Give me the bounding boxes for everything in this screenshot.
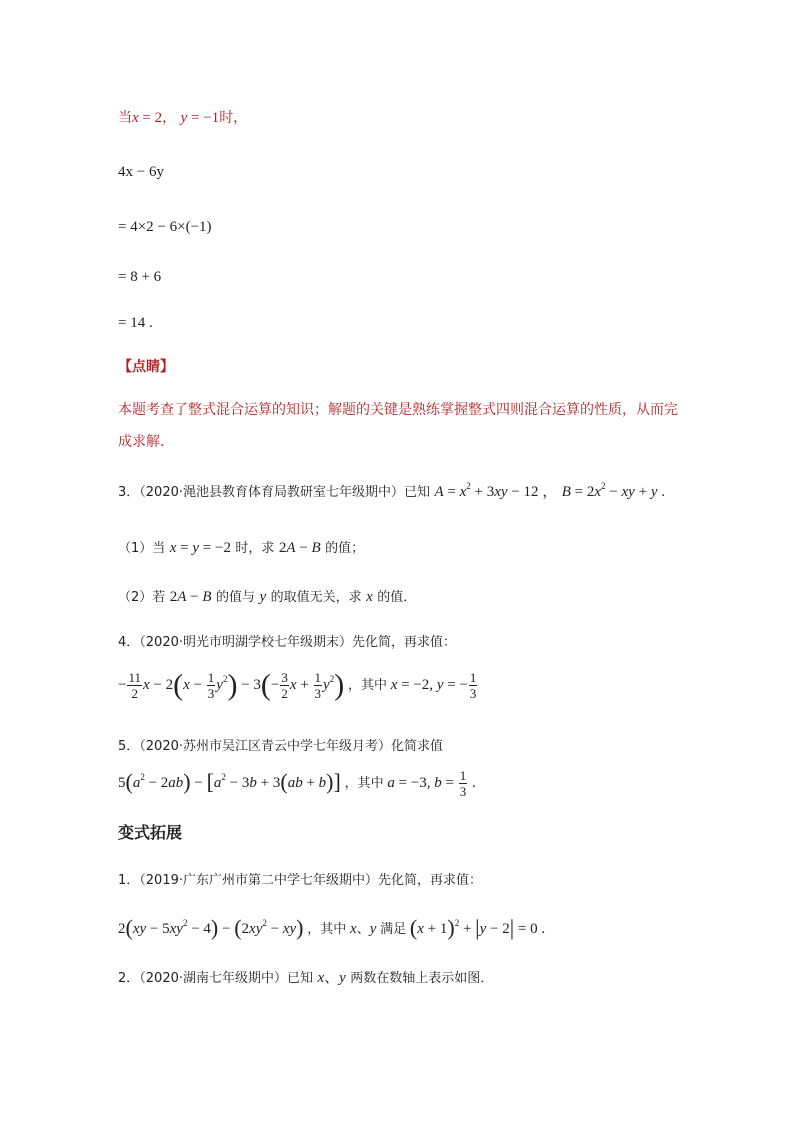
question-5-expression: $5(a^2 - 2ab) - [a^2 - 3b + 3(ab + b)]$ ，其中 a = −3, b = $\frac{1}{3}$ .	[118, 768, 476, 800]
question-3-text: 3．（2020·渑池县教育体育局教研室七年级期中）已知	[118, 485, 430, 500]
fraction: $\frac{1}{3}$	[314, 670, 322, 702]
text: ，其中	[344, 776, 384, 791]
question-4	[118, 632, 456, 653]
dianjing-text-line-1: 本题考查了整式混合运算的知识；解题的关键是熟练掌握整式四则混合运算的性质，从而完	[118, 402, 678, 418]
fraction: $\frac{11}{2}$	[128, 670, 141, 702]
math-condition: x = −2, y = − $\frac{1}{3}$	[390, 670, 477, 702]
text: 、	[356, 922, 370, 937]
text: （1）当	[118, 541, 166, 556]
solution-step-2: = 4×2 − 6×(−1)	[118, 219, 212, 235]
math-x-eq-y-eq-neg2: x = y = −2	[169, 540, 231, 556]
math-x-eq-2: x = 2	[132, 110, 163, 126]
text: 两数在数轴上表示如图．	[350, 971, 494, 986]
solution-step-4: = 14 .	[118, 315, 153, 331]
fraction: $\frac{1}{3}$	[207, 670, 215, 702]
text: 时，求	[235, 541, 275, 556]
text: ，	[162, 110, 177, 126]
question-3-sub-1	[118, 538, 364, 559]
fraction: $\frac{1}{3}$	[459, 768, 467, 800]
text: 满足	[380, 922, 407, 937]
question-4-text: 4．（2020·明光市明湖学校七年级期末）先化简，再求值：	[118, 635, 456, 650]
text: 的取值无关，求	[270, 590, 362, 605]
question-5	[118, 736, 443, 757]
math-2A-minus-B: 2A − B	[169, 589, 212, 605]
math-B-def: $B = 2x^2$ − xy + y .	[561, 481, 665, 500]
text: 时，	[219, 110, 248, 126]
text: 的值与	[216, 590, 256, 605]
solution-step-3: = 8 + 6	[118, 269, 162, 285]
section-title: 变式拓展	[118, 823, 183, 842]
math-condition: $(x + 1)^2 + |y - 2| = 0$ .	[409, 915, 546, 940]
fraction: $\frac{1}{3}$	[469, 670, 477, 702]
extension-2	[118, 968, 493, 989]
dianjing-text-line-2: 成求解．	[118, 434, 174, 450]
dianjing-label: 【点睛】	[118, 359, 174, 375]
extension-1-text: 1．（2019·广东广州市第二中学七年级期中）先化简，再求值：	[118, 873, 482, 888]
question-3	[118, 482, 665, 503]
solution-intro	[118, 108, 247, 128]
solution-step-1: 4x − 6y	[118, 164, 164, 180]
math-2A-minus-B: 2A − B	[278, 540, 321, 556]
text: ，其中	[307, 922, 347, 937]
text: 当	[118, 110, 132, 126]
math-A-def: $A = x^2 + 3xy - 12$ ，	[434, 481, 558, 500]
math-x: x	[366, 589, 373, 605]
text: 的值；	[325, 541, 365, 556]
text: ，其中	[347, 678, 387, 693]
extension-1-expression: $2(xy - 5xy^2 - 4) - (2xy^2 - xy)$ ，其中 x、y 满足 $(x + 1)^2 + |y - 2| = 0$ .	[118, 915, 546, 940]
text: （2）若	[118, 590, 166, 605]
question-3-sub-2	[118, 587, 416, 608]
question-5-text: 5．（2020·苏州市吴江区青云中学七年级月考）化简求值	[118, 739, 443, 754]
math-y-eq-neg1: y = −1	[180, 110, 220, 126]
fraction: $\frac{3}{2}$	[281, 670, 288, 702]
text: 的值．	[377, 590, 417, 605]
math-condition: a = −3, b = $\frac{1}{3}$ .	[387, 768, 476, 800]
math-x-y: x、y	[317, 970, 346, 986]
question-4-expression: − $\frac{11}{2}$ x − 2(x − $\frac{1}{3}$ $y^2) - 3(-$ $\frac{3}{2}$ x + $\frac{1}{3}$ $y^2$) ，其中 x = −2, y = − $\frac{1}{3}$	[118, 668, 477, 702]
extension-2-text: 2．（2020·湖南七年级期中）已知	[118, 971, 313, 986]
math-y: y	[259, 589, 267, 605]
extension-1	[118, 870, 482, 891]
